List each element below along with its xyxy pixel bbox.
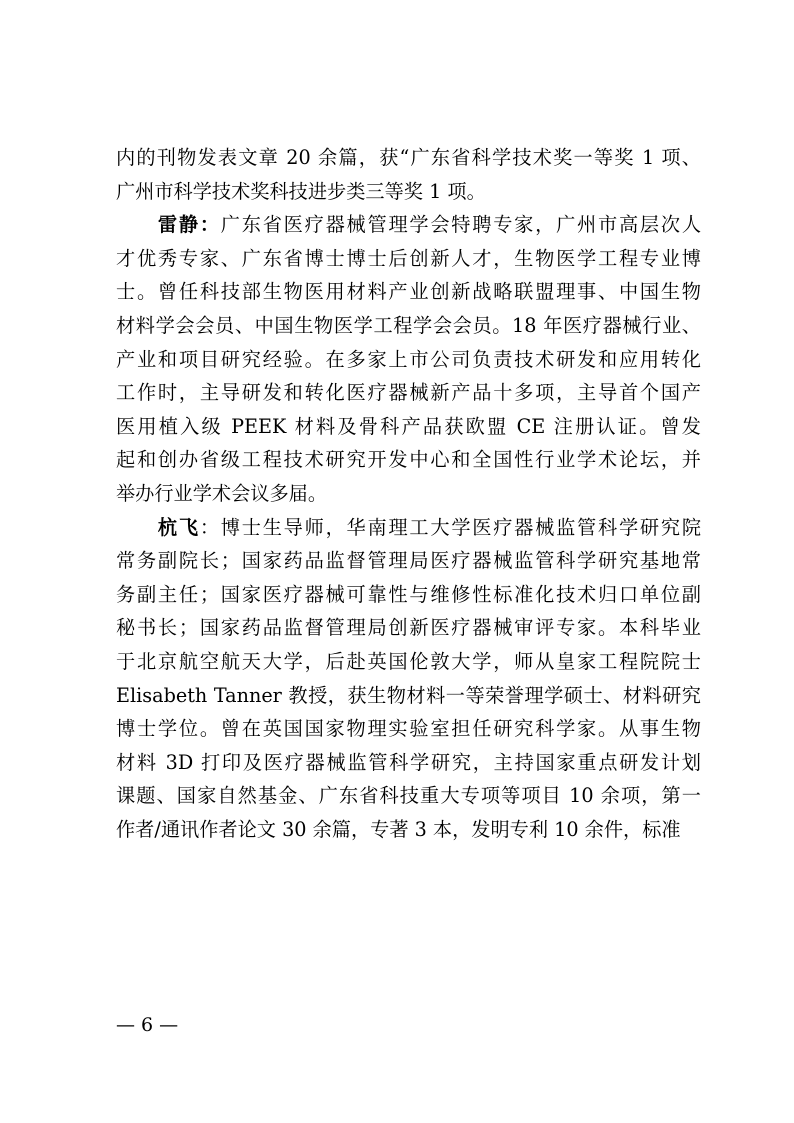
text-line — [116, 208, 701, 242]
text-line — [116, 746, 701, 780]
document-body — [116, 141, 701, 846]
text-line — [116, 141, 701, 175]
text-line — [116, 611, 701, 645]
text-segment: 医用植入级 PEEK 材料及骨科产品获欧盟 CE 注册认证。曾发 — [116, 414, 701, 438]
text-line — [116, 275, 701, 309]
paragraph — [116, 141, 701, 208]
text-segment: 常务副院长；国家药品监督管理局医疗器械监管科学研究基地常 — [116, 549, 701, 573]
paragraph — [116, 208, 701, 510]
text-segment: ：博士生导师，华南理工大学医疗器械监管科学研究院 — [199, 515, 702, 539]
text-line — [116, 376, 701, 410]
paragraph — [116, 511, 701, 847]
text-segment: 秘书长；国家药品监督管理局创新医疗器械审评专家。本科毕业 — [116, 616, 701, 640]
text-segment: 广州市科学技术奖科技进步类三等奖 1 项。 — [116, 179, 486, 203]
text-line — [116, 343, 701, 377]
text-line — [116, 679, 701, 713]
text-segment: 工作时，主导研发和转化医疗器械新产品十多项，主导首个国产 — [116, 381, 701, 405]
text-segment: 起和创办省级工程技术研究开发中心和全国性行业学术论坛，并 — [116, 448, 701, 472]
text-segment: 产业和项目研究经验。在多家上市公司负责技术研发和应用转化 — [116, 347, 701, 371]
page-number: — 6 — — [116, 1014, 179, 1036]
text-segment: 举办行业学术会议多届。 — [116, 481, 328, 505]
text-line — [116, 309, 701, 343]
text-line — [116, 645, 701, 679]
text-segment: 才优秀专家、广东省博士博士后创新人才，生物医学工程专业博 — [116, 246, 701, 270]
text-line — [116, 578, 701, 612]
text-segment — [116, 516, 158, 539]
text-line — [116, 410, 701, 444]
text-segment: 广东省医疗器械管理学会特聘专家，广州市高层次人 — [220, 213, 702, 237]
text-segment: 士。曾任科技部生物医用材料产业创新战略联盟理事、中国生物 — [116, 280, 701, 304]
text-segment: 材料 3D 打印及医疗器械监管科学研究，主持国家重点研发计划 — [116, 750, 701, 774]
text-line — [116, 175, 701, 209]
text-line — [116, 813, 701, 847]
text-segment: 课题、国家自然基金、广东省科技重大专项等项目 10 余项，第一 — [116, 784, 701, 808]
text-segment: 博士学位。曾在英国国家物理实验室担任研究科学家。从事生物 — [116, 717, 701, 741]
text-line — [116, 712, 701, 746]
text-line — [116, 477, 701, 511]
text-segment: Elisabeth Tanner 教授，获生物材料一等荣誉理学硕士、材料研究 — [116, 683, 701, 707]
text-line — [116, 544, 701, 578]
text-line — [116, 779, 701, 813]
text-segment: 作者/通讯作者论文 30 余篇，专著 3 本，发明专利 10 余件，标准 — [116, 817, 681, 841]
text-segment: 务副主任；国家医疗器械可靠性与维修性标准化技术归口单位副 — [116, 582, 701, 606]
person-name: 杭飞 — [157, 515, 200, 539]
text-segment: 材料学会会员、中国生物医学工程学会会员。18 年医疗器械行业、 — [116, 313, 701, 337]
person-name: 雷静： — [157, 213, 221, 237]
text-segment: 于北京航空航天大学，后赴英国伦敦大学，师从皇家工程院院士 — [116, 649, 701, 673]
text-segment: 内的刊物发表文章 20 余篇，获“广东省科学技术奖一等奖 1 项、 — [116, 146, 701, 169]
text-line — [116, 511, 701, 545]
text-segment — [116, 213, 158, 236]
text-line — [116, 242, 701, 276]
text-line — [116, 443, 701, 477]
